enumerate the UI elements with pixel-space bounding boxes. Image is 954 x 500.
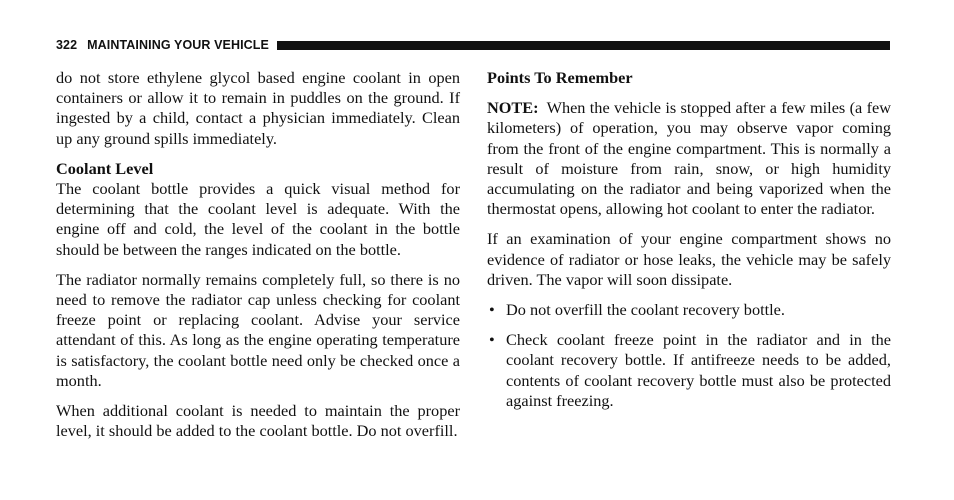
right-column: [487, 68, 891, 421]
intro-paragraph: do not store ethylene glycol based engine coolant in open containers or allow it to remain in puddles on the ground. If ingested by a child, contact a physician immediately. Clean up any ground spills immediately.: [56, 68, 460, 148]
coolant-level-heading: Coolant Level: [56, 158, 154, 178]
page-header: [56, 37, 890, 53]
section-title: MAINTAINING YOUR VEHICLE: [87, 38, 269, 52]
note-label: NOTE:: [487, 98, 539, 118]
list-item: [487, 300, 891, 320]
bullet-list: [487, 300, 891, 411]
examination-paragraph: If an examination of your engine compartment shows no evidence of radiator or hose leaks, the vehicle may be safely driven. The vapor will soon dissipate.: [487, 229, 891, 289]
bullet-icon: •: [489, 330, 495, 350]
coolant-level-paragraph: The coolant bottle provides a quick visual method for determining that the coolant level is adequate. With the engine off and cold, the level of the coolant in the bottle should be between the ranges indicated on the bottle.: [56, 179, 460, 259]
points-heading: Points To Remember: [487, 68, 633, 87]
left-column: [56, 68, 460, 441]
note-paragraph: [487, 98, 891, 219]
page-number: 322: [56, 38, 78, 52]
header-rule: [277, 41, 890, 50]
bullet-icon: •: [489, 300, 495, 320]
list-item-text: Check coolant freeze point in the radiator and in the coolant recovery bottle. If antifreeze needs to be added, contents of coolant recovery bottle must also be protected against freezing.: [506, 330, 891, 410]
list-item-text: Do not overfill the coolant recovery bottle.: [506, 300, 785, 320]
additional-coolant-paragraph: When additional coolant is needed to maintain the proper level, it should be added to the coolant bottle. Do not overfill.: [56, 401, 460, 441]
list-item: [487, 330, 891, 411]
radiator-paragraph: The radiator normally remains completely full, so there is no need to remove the radiator cap unless checking for coolant freeze point or replacing coolant. Advise your service attendant of this. As long as the engine operating temperature is satisfactory, the coolant bottle need only be checked once a month.: [56, 269, 460, 390]
note-text: When the vehicle is stopped after a few miles (a few kilometers) of operation, you may observe vapor coming from the front of the engine compartment. This is normally a result of moisture from rain, snow, or high humidity accumulating on the radiator and being vaporized when the thermostat opens, allowing hot coolant to enter the radiator.: [487, 98, 891, 219]
